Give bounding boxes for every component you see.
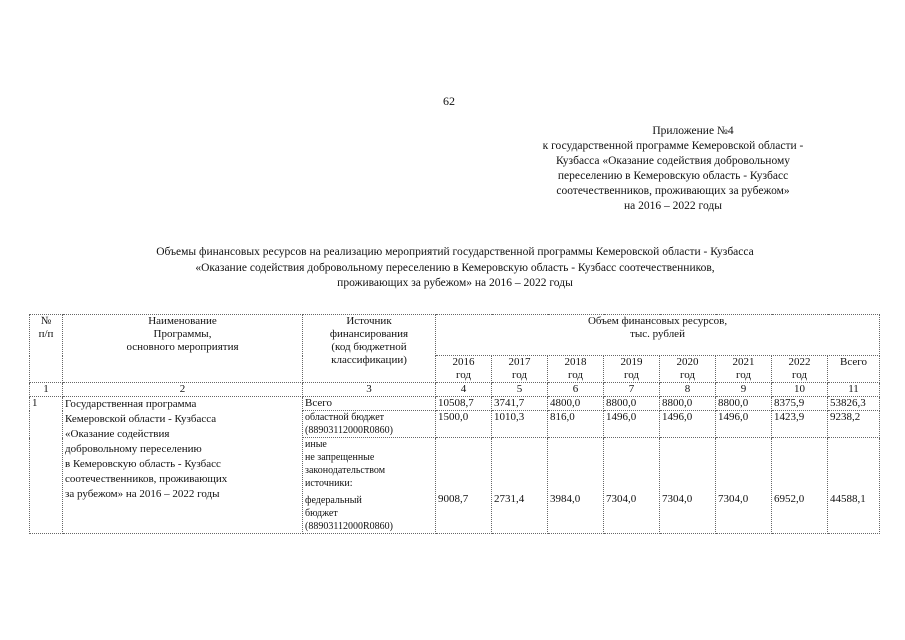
value-cell: 8800,0 bbox=[660, 397, 716, 411]
header-volume: Объем финансовых ресурсов, тыс. рублей bbox=[436, 315, 880, 356]
value-cell: 6952,0 bbox=[772, 438, 828, 534]
appendix-line: соотечественников, проживающих за рубежом» bbox=[556, 185, 790, 197]
value-cell: 10508,7 bbox=[436, 397, 492, 411]
title-line: проживающих за рубежом» на 2016 – 2022 годы bbox=[337, 277, 573, 289]
column-number: 5 bbox=[492, 383, 548, 397]
value-cell: 1500,0 bbox=[436, 411, 492, 438]
financing-table bbox=[29, 314, 880, 534]
header-year-2021: 2021 год bbox=[716, 356, 772, 383]
value-cell: 7304,0 bbox=[660, 438, 716, 534]
source-federal: иные не запрещенные законодательством источники: федеральный бюджет (88903112000R0860) bbox=[303, 438, 436, 534]
value-cell: 2731,4 bbox=[492, 438, 548, 534]
header-year-2022: 2022 год bbox=[772, 356, 828, 383]
column-number: 2 bbox=[63, 383, 303, 397]
title-line: «Оказание содействия добровольному переселению в Кемеровскую область - Кузбасс соотечественников, bbox=[195, 261, 715, 274]
value-cell: 8800,0 bbox=[716, 397, 772, 411]
value-cell: 1010,3 bbox=[492, 411, 548, 438]
table-row bbox=[30, 397, 880, 411]
column-number: 10 bbox=[772, 383, 828, 397]
appendix-line: переселению в Кемеровскую область - Кузбасс bbox=[557, 170, 789, 182]
column-number: 6 bbox=[548, 383, 604, 397]
column-number: 7 bbox=[604, 383, 660, 397]
value-cell: 4800,0 bbox=[548, 397, 604, 411]
title-line: Объемы финансовых ресурсов на реализацию мероприятий государственной программы Кемеровской области - Кузбасса bbox=[156, 246, 754, 258]
header-total: Всего bbox=[828, 356, 880, 383]
header-year-2018: 2018 год bbox=[548, 356, 604, 383]
value-cell: 1496,0 bbox=[660, 411, 716, 438]
value-cell: 9008,7 bbox=[436, 438, 492, 534]
row-number: 1 bbox=[30, 397, 63, 534]
value-cell: 1423,9 bbox=[772, 411, 828, 438]
appendix-line: на 2016 – 2022 годы bbox=[624, 200, 722, 212]
appendix-note bbox=[508, 124, 838, 214]
page-number: 62 bbox=[443, 94, 455, 108]
document-title bbox=[40, 245, 870, 292]
column-number: 3 bbox=[303, 383, 436, 397]
source-total: Всего bbox=[303, 397, 436, 411]
source-regional: областной бюджет (88903112000R0860) bbox=[303, 411, 436, 438]
column-number: 8 bbox=[660, 383, 716, 397]
value-cell: 7304,0 bbox=[716, 438, 772, 534]
appendix-line: к государственной программе Кемеровской области - bbox=[542, 140, 804, 152]
value-cell: 816,0 bbox=[548, 411, 604, 438]
column-number: 1 bbox=[30, 383, 63, 397]
header-name: Наименование Программы, основного мероприятия bbox=[63, 315, 303, 383]
header-source: Источник финансирования (код бюджетной классификации) bbox=[303, 315, 436, 383]
value-cell: 7304,0 bbox=[604, 438, 660, 534]
value-cell: 3984,0 bbox=[548, 438, 604, 534]
appendix-line: Приложение №4 bbox=[652, 125, 734, 137]
column-number: 9 bbox=[716, 383, 772, 397]
program-name: Государственная программа Кемеровской области - Кузбасса «Оказание содействия добровольному переселению в Кемеровскую область - Кузбасс соотечественников, проживающих за рубежом» на 2016 – 2022 годы bbox=[63, 397, 303, 534]
column-number-row bbox=[30, 383, 880, 397]
column-number: 11 bbox=[828, 383, 880, 397]
value-cell: 9238,2 bbox=[828, 411, 880, 438]
value-cell: 1496,0 bbox=[604, 411, 660, 438]
appendix-line: Кузбасса «Оказание содействия добровольному bbox=[556, 155, 790, 167]
value-cell: 8800,0 bbox=[604, 397, 660, 411]
header-year-2019: 2019 год bbox=[604, 356, 660, 383]
value-cell: 53826,3 bbox=[828, 397, 880, 411]
value-cell: 1496,0 bbox=[716, 411, 772, 438]
header-row bbox=[30, 315, 880, 356]
value-cell: 3741,7 bbox=[492, 397, 548, 411]
column-number: 4 bbox=[436, 383, 492, 397]
header-year-2017: 2017 год bbox=[492, 356, 548, 383]
header-num: № п/п bbox=[30, 315, 63, 383]
value-cell: 44588,1 bbox=[828, 438, 880, 534]
value-cell: 8375,9 bbox=[772, 397, 828, 411]
header-year-2020: 2020 год bbox=[660, 356, 716, 383]
header-year-2016: 2016 год bbox=[436, 356, 492, 383]
